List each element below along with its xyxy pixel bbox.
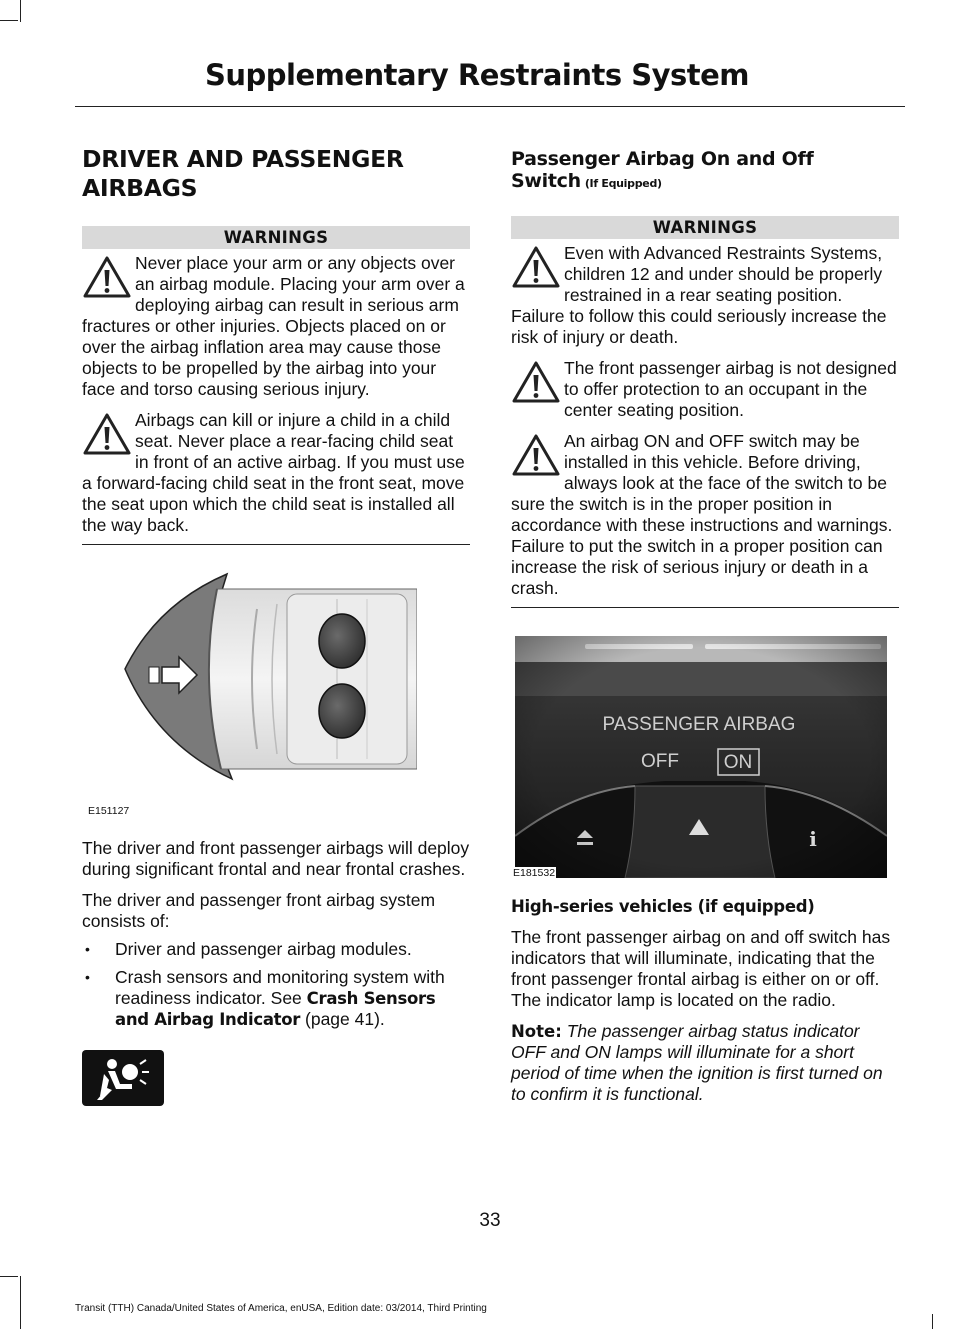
warning-text: The front passenger airbag is not designed to offer protection to an occupant in the center seating position.	[564, 358, 897, 420]
heading-qualifier: (If Equipped)	[584, 177, 662, 190]
warning-item	[511, 243, 899, 348]
figure-id: E181532	[513, 867, 556, 880]
warning-text: An airbag ON and OFF switch may be installed in this vehicle. Before driving, always look at the face of the switch to be sure the switch is in the proper position in accordance with these instructions and warnings. Failure to put the switch in a proper position can increase the risk of serious injury or death in a crash.	[511, 431, 893, 598]
car-top-view-illustration	[117, 569, 417, 794]
airbag-switch-photo	[515, 636, 887, 878]
warning-text: Never place your arm or any objects over an airbag module. Placing your arm over a deploying airbag can result in serious arm fractures or other injuries. Objects placed on or over the airbag inflation area may cause those objects to be propelled by the airbag into your face and torso causing serious injury.	[82, 253, 465, 399]
warnings-banner: WARNINGS	[82, 226, 470, 249]
section-heading: DRIVER AND PASSENGER AIRBAGS	[82, 145, 404, 202]
note-paragraph	[511, 1021, 899, 1105]
figure-id: E151127	[88, 805, 130, 818]
warning-triangle-icon	[511, 245, 561, 289]
warnings-banner: WARNINGS	[511, 216, 899, 239]
body-paragraph: The front passenger airbag on and off switch has indicators that will illuminate, indicating that the front passenger frontal airbag is either on or off. The indicator lamp is located on the radio.	[511, 927, 891, 1011]
crop-mark	[932, 1314, 933, 1329]
section-heading: Passenger Airbag On and Off Switch (If Equipped)	[511, 148, 814, 192]
note-label: Note:	[511, 1022, 562, 1042]
subheading: High-series vehicles (if equipped)	[511, 897, 815, 917]
warning-triangle-icon	[82, 255, 132, 299]
page-number: 33	[479, 1210, 501, 1231]
footer-edition: Transit (TTH) Canada/United States of America, enUSA, Edition date: 03/2014, Third Printing	[75, 1303, 487, 1314]
warning-item	[82, 410, 470, 536]
right-column	[511, 145, 899, 1105]
warning-text: Even with Advanced Restraints Systems, children 12 and under should be properly restrained in a rear seating position. Failure to follow this could seriously increase the risk of injury or death.	[511, 243, 887, 347]
warning-triangle-icon	[511, 360, 561, 404]
airbag-figure	[82, 545, 470, 827]
body-paragraph: The driver and front passenger airbags will deploy during significant frontal and near frontal crashes.	[82, 838, 470, 880]
note-text: The passenger airbag status indicator OFF and ON lamps will illuminate for a short period of time when the ignition is first turned on to confirm it is functional.	[511, 1021, 883, 1105]
switch-figure	[511, 608, 899, 883]
warning-triangle-icon	[82, 412, 132, 456]
list-item: • Driver and passenger airbag modules.	[82, 939, 470, 960]
warning-item	[82, 253, 470, 400]
left-column	[82, 145, 470, 1106]
crop-mark	[0, 1276, 18, 1277]
warning-item	[511, 358, 899, 421]
warning-triangle-icon	[511, 433, 561, 477]
cross-reference-link[interactable]: Crash Sensors and Airbag Indicator	[115, 989, 436, 1030]
header-divider	[75, 106, 905, 107]
body-paragraph: The driver and passenger front airbag system consists of:	[82, 890, 436, 932]
warning-text: Airbags can kill or injure a child in a child seat. Never place a rear-facing child seat in front of an active airbag. If you must use a forward-facing child seat in the front seat, move the seat upon which the child seat is installed all the way back.	[82, 410, 465, 535]
page-title: Supplementary Restraints System	[204, 58, 750, 92]
crop-mark	[20, 0, 21, 22]
airbag-warning-icon	[82, 1050, 164, 1106]
crop-mark	[0, 20, 18, 21]
component-list	[82, 939, 470, 1030]
list-item: • Crash sensors and monitoring system with readiness indicator. See Crash Sensors and Airbag Indicator (page 41).	[82, 967, 470, 1030]
warning-item	[511, 431, 899, 599]
crop-mark	[20, 1276, 21, 1329]
